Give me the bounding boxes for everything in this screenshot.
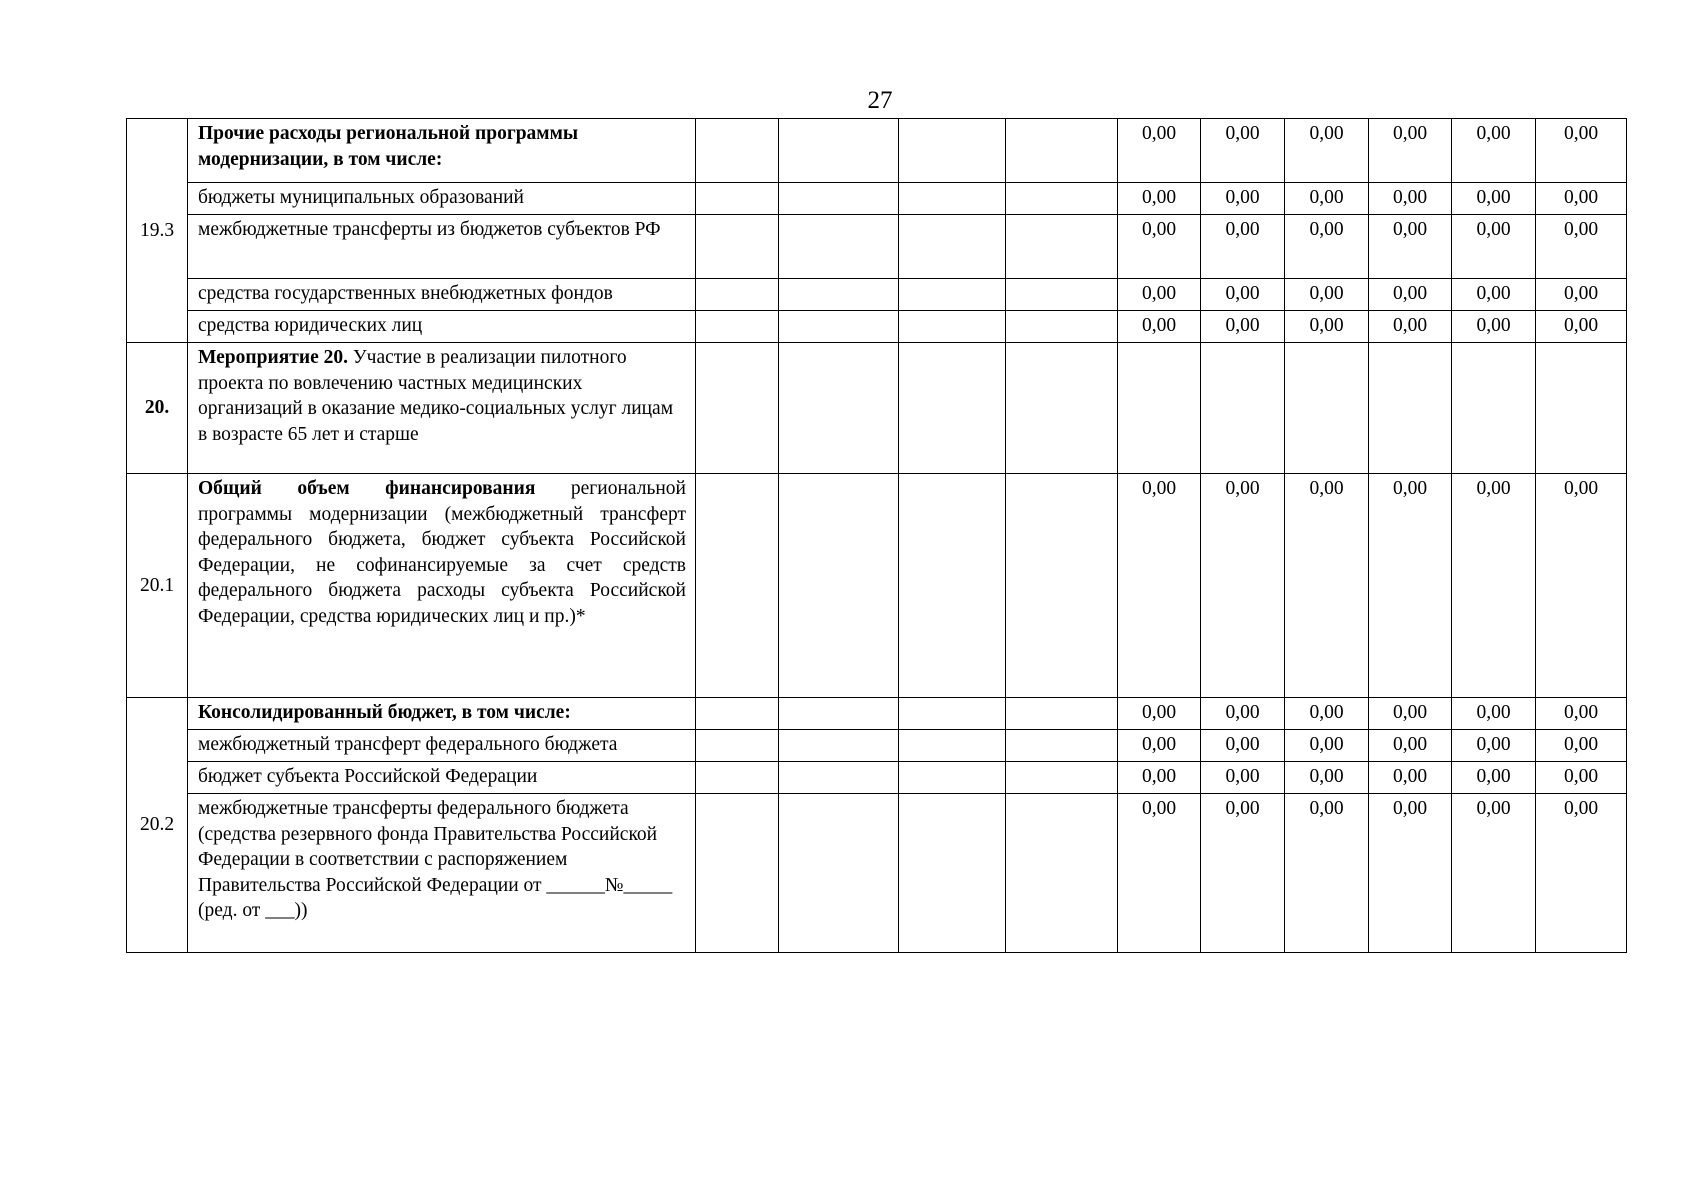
value-cell: 0,00 (1536, 183, 1627, 215)
table-row (127, 474, 1627, 698)
row-number: 20.1 (127, 474, 188, 698)
row-description (188, 474, 696, 698)
value-cell: 0,00 (1118, 794, 1201, 953)
row-description: межбюджетный трансферт федерального бюджета (188, 730, 696, 762)
empty-cell (1006, 183, 1118, 215)
value-cell: 0,00 (1201, 730, 1285, 762)
row-description (188, 119, 696, 183)
empty-cell (899, 343, 1006, 474)
row-number: 20.2 (127, 698, 188, 953)
value-cell: 0,00 (1452, 794, 1536, 953)
empty-cell (696, 215, 779, 279)
value-cell: 0,00 (1536, 730, 1627, 762)
value-cell: 0,00 (1536, 698, 1627, 730)
empty-cell (779, 794, 899, 953)
value-cell: 0,00 (1536, 119, 1627, 183)
value-cell: 0,00 (1285, 279, 1369, 311)
value-cell: 0,00 (1285, 311, 1369, 343)
empty-cell (779, 183, 899, 215)
value-cell: 0,00 (1285, 762, 1369, 794)
value-cell: 0,00 (1452, 119, 1536, 183)
empty-cell (779, 698, 899, 730)
empty-cell (779, 343, 899, 474)
empty-cell (779, 730, 899, 762)
value-cell: 0,00 (1452, 215, 1536, 279)
empty-cell (696, 343, 779, 474)
value-cell: 0,00 (1201, 183, 1285, 215)
row-description: бюджет субъекта Российской Федерации (188, 762, 696, 794)
value-cell: 0,00 (1118, 311, 1201, 343)
value-cell: 0,00 (1201, 794, 1285, 953)
empty-cell (1006, 762, 1118, 794)
empty-cell (1006, 730, 1118, 762)
row-description: межбюджетные трансферты федерального бюджета (средства резервного фонда Правительства Российской Федерации в соответствии с распоряжением Правительства Российской Федерации от ______№_____ (ред. от ___)) (188, 794, 696, 953)
empty-cell (1452, 343, 1536, 474)
empty-cell (696, 762, 779, 794)
value-cell: 0,00 (1536, 794, 1627, 953)
empty-cell (1369, 343, 1452, 474)
empty-cell (779, 762, 899, 794)
value-cell: 0,00 (1118, 730, 1201, 762)
empty-cell (1006, 794, 1118, 953)
table-row (127, 279, 1627, 311)
table-row (127, 343, 1627, 474)
table-row (127, 119, 1627, 183)
value-cell: 0,00 (1452, 279, 1536, 311)
value-cell: 0,00 (1118, 279, 1201, 311)
page-number: 27 (867, 87, 893, 114)
empty-cell (779, 279, 899, 311)
empty-cell (696, 474, 779, 698)
row-description (188, 343, 696, 474)
value-cell: 0,00 (1452, 474, 1536, 698)
value-cell: 0,00 (1452, 311, 1536, 343)
empty-cell (1006, 311, 1118, 343)
empty-cell (696, 730, 779, 762)
empty-cell (899, 698, 1006, 730)
row-description: межбюджетные трансферты из бюджетов субъектов РФ (188, 215, 696, 279)
empty-cell (899, 794, 1006, 953)
value-cell: 0,00 (1369, 794, 1452, 953)
value-cell: 0,00 (1452, 730, 1536, 762)
value-cell: 0,00 (1452, 762, 1536, 794)
table-row (127, 762, 1627, 794)
value-cell: 0,00 (1201, 279, 1285, 311)
value-cell: 0,00 (1118, 474, 1201, 698)
empty-cell (1536, 343, 1627, 474)
empty-cell (1006, 279, 1118, 311)
empty-cell (1006, 474, 1118, 698)
value-cell: 0,00 (1201, 311, 1285, 343)
value-cell: 0,00 (1536, 762, 1627, 794)
value-cell: 0,00 (1536, 311, 1627, 343)
row-number: 20. (127, 343, 188, 474)
table-row (127, 215, 1627, 279)
empty-cell (696, 183, 779, 215)
value-cell: 0,00 (1369, 698, 1452, 730)
empty-cell (899, 311, 1006, 343)
value-cell: 0,00 (1369, 730, 1452, 762)
empty-cell (1006, 119, 1118, 183)
value-cell: 0,00 (1201, 762, 1285, 794)
empty-cell (1006, 215, 1118, 279)
row-description (188, 698, 696, 730)
row-description-text: региональной программы модернизации (межбюджетный трансферт федерального бюджета, бюджет субъекта Российской Федерации, не софинансируемые за счет средств федерального бюджета расходы субъекта Российской Федерации, средства юридических лиц и пр.)* (198, 478, 686, 627)
row-description: бюджеты муниципальных образований (188, 183, 696, 215)
value-cell: 0,00 (1118, 762, 1201, 794)
value-cell: 0,00 (1536, 474, 1627, 698)
empty-cell (899, 730, 1006, 762)
value-cell: 0,00 (1369, 762, 1452, 794)
empty-cell (899, 183, 1006, 215)
empty-cell (899, 215, 1006, 279)
empty-cell (779, 215, 899, 279)
table-row (127, 730, 1627, 762)
table-row (127, 311, 1627, 343)
empty-cell (779, 474, 899, 698)
value-cell: 0,00 (1118, 698, 1201, 730)
row-description-bold: Общий объем финансирования (198, 478, 536, 499)
row-description: средства государственных внебюджетных фондов (188, 279, 696, 311)
value-cell: 0,00 (1118, 215, 1201, 279)
empty-cell (1201, 343, 1285, 474)
empty-cell (899, 762, 1006, 794)
value-cell: 0,00 (1285, 183, 1369, 215)
table-row (127, 698, 1627, 730)
empty-cell (899, 279, 1006, 311)
empty-cell (696, 311, 779, 343)
value-cell: 0,00 (1369, 215, 1452, 279)
row-description-bold: Прочие расходы региональной программы модернизации, в том числе: (198, 123, 579, 170)
row-number: 19.3 (127, 119, 188, 343)
value-cell: 0,00 (1536, 215, 1627, 279)
empty-cell (1118, 343, 1201, 474)
value-cell: 0,00 (1285, 730, 1369, 762)
value-cell: 0,00 (1201, 698, 1285, 730)
row-description-bold: Консолидированный бюджет, в том числе: (198, 702, 571, 723)
table-row (127, 794, 1627, 953)
row-description-text: Участие в реализации пилотного проекта по вовлечению частных медицинских организаций в оказание медико-социальных услуг лицам в возрасте 65 лет и старше (198, 347, 674, 445)
value-cell: 0,00 (1369, 183, 1452, 215)
value-cell: 0,00 (1285, 215, 1369, 279)
empty-cell (696, 794, 779, 953)
row-description-bold: Мероприятие 20. (198, 347, 348, 368)
empty-cell (696, 119, 779, 183)
empty-cell (899, 119, 1006, 183)
value-cell: 0,00 (1369, 474, 1452, 698)
empty-cell (1006, 343, 1118, 474)
value-cell: 0,00 (1285, 474, 1369, 698)
value-cell: 0,00 (1201, 215, 1285, 279)
value-cell: 0,00 (1369, 311, 1452, 343)
empty-cell (1285, 343, 1369, 474)
table-row (127, 183, 1627, 215)
value-cell: 0,00 (1285, 119, 1369, 183)
empty-cell (696, 698, 779, 730)
value-cell: 0,00 (1285, 698, 1369, 730)
value-cell: 0,00 (1369, 279, 1452, 311)
empty-cell (779, 311, 899, 343)
value-cell: 0,00 (1118, 183, 1201, 215)
value-cell: 0,00 (1118, 119, 1201, 183)
value-cell: 0,00 (1452, 183, 1536, 215)
empty-cell (779, 119, 899, 183)
value-cell: 0,00 (1452, 698, 1536, 730)
empty-cell (696, 279, 779, 311)
row-description: средства юридических лиц (188, 311, 696, 343)
value-cell: 0,00 (1536, 279, 1627, 311)
value-cell: 0,00 (1201, 474, 1285, 698)
value-cell: 0,00 (1201, 119, 1285, 183)
budget-table (126, 118, 1627, 953)
value-cell: 0,00 (1285, 794, 1369, 953)
value-cell: 0,00 (1369, 119, 1452, 183)
empty-cell (899, 474, 1006, 698)
empty-cell (1006, 698, 1118, 730)
